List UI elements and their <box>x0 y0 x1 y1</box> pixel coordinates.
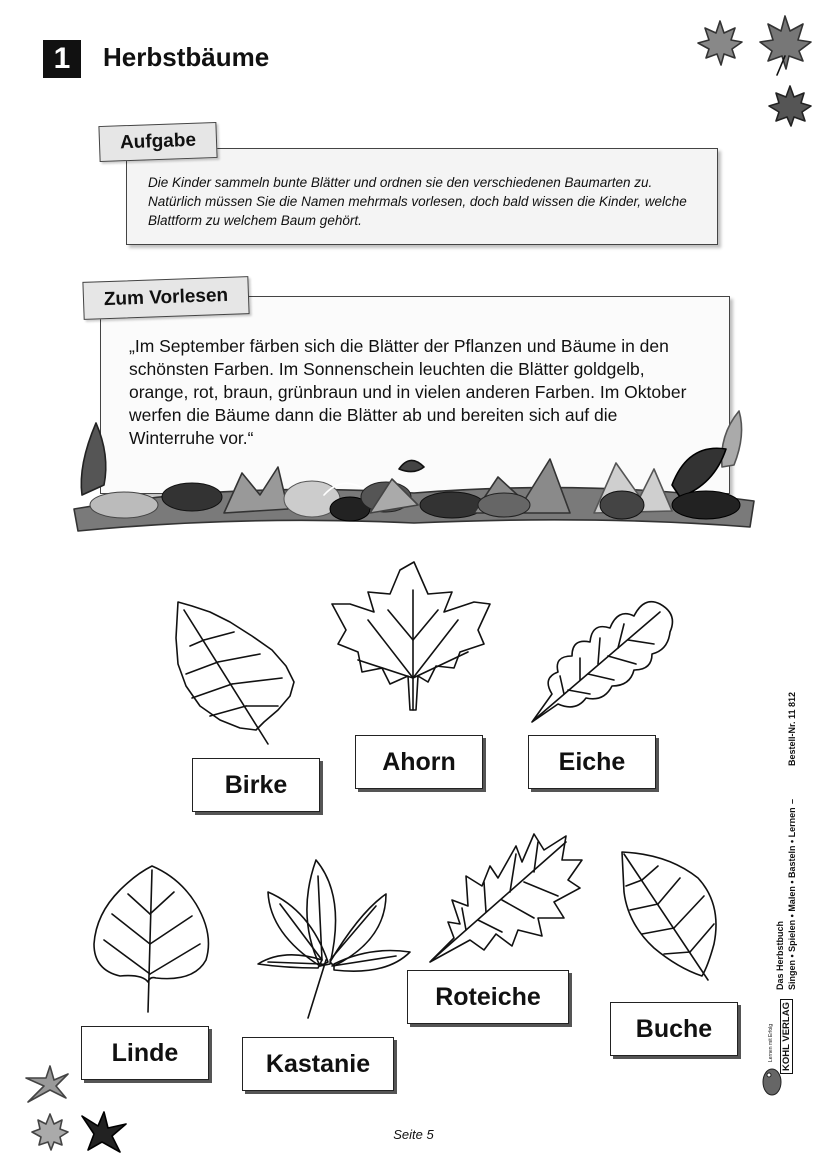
linden-leaf-illustration <box>90 864 216 1014</box>
maple-leaf-illustration <box>328 560 494 712</box>
sidebar-separator: – <box>787 798 797 804</box>
maple-leaf-decoration-icon <box>757 14 813 76</box>
task-box <box>126 148 718 245</box>
star-leaf-decoration-icon <box>24 1064 70 1104</box>
publisher-logo <box>760 1004 800 1100</box>
oak-leaf-illustration <box>528 594 676 724</box>
maple-leaf-decoration-icon <box>695 18 745 68</box>
chestnut-leaf-illustration <box>256 856 412 1020</box>
birch-leaf-illustration <box>170 598 300 748</box>
reading-text: „Im September färben sich die Blätter der Pflanzen und Bäume in den schönsten Farben. Im Sonnenschein leuchten die Blätter goldgelb, orange, rot, braun, grünbraun und in vielen anderen Farben. Im Oktober werfen die Bäume dann die Blätter ab und bereiten sich auf die Winterruhe vor.“ <box>129 336 687 448</box>
task-text: Die Kinder sammeln bunte Blätter und ordnen sie den verschiedenen Baumarten zu. Natürlich müssen Sie die Namen mehrmals vorlesen, doch bald wissen die Kinder, welche Blattform zu welchem Baum gehört. <box>148 175 687 228</box>
publisher-mascot-icon <box>760 1066 784 1098</box>
name-card-linde[interactable]: Linde <box>81 1026 209 1080</box>
publisher-tagline: Lernen mit Erfolg <box>768 1023 774 1062</box>
name-card-ahorn[interactable]: Ahorn <box>355 735 483 789</box>
sidebar-order-number: Bestell-Nr. 11 812 <box>787 691 797 766</box>
autumn-leaves-border-icon <box>74 405 754 535</box>
sidebar-book-title: Das Herbstbuch <box>775 920 785 990</box>
name-card-kastanie[interactable]: Kastanie <box>242 1037 394 1091</box>
name-card-birke[interactable]: Birke <box>192 758 320 812</box>
page-title: Herbstbäume <box>103 42 270 72</box>
beech-leaf-illustration <box>618 848 722 984</box>
name-card-buche[interactable]: Buche <box>610 1002 738 1056</box>
name-card-eiche[interactable]: Eiche <box>528 735 656 789</box>
publisher-name: KOHL VERLAG <box>780 999 793 1074</box>
task-label: Aufgabe <box>98 122 217 162</box>
page-number: Seite 5 <box>393 1127 434 1142</box>
sidebar-subtitle: Singen • Spielen • Malen • Basteln • Lernen <box>787 807 797 990</box>
reading-label: Zum Vorlesen <box>82 276 249 320</box>
maple-leaf-decoration-icon <box>767 84 813 128</box>
chapter-number: 1 <box>43 40 81 78</box>
name-card-roteiche[interactable]: Roteiche <box>407 970 569 1024</box>
red-oak-leaf-illustration <box>426 826 586 966</box>
